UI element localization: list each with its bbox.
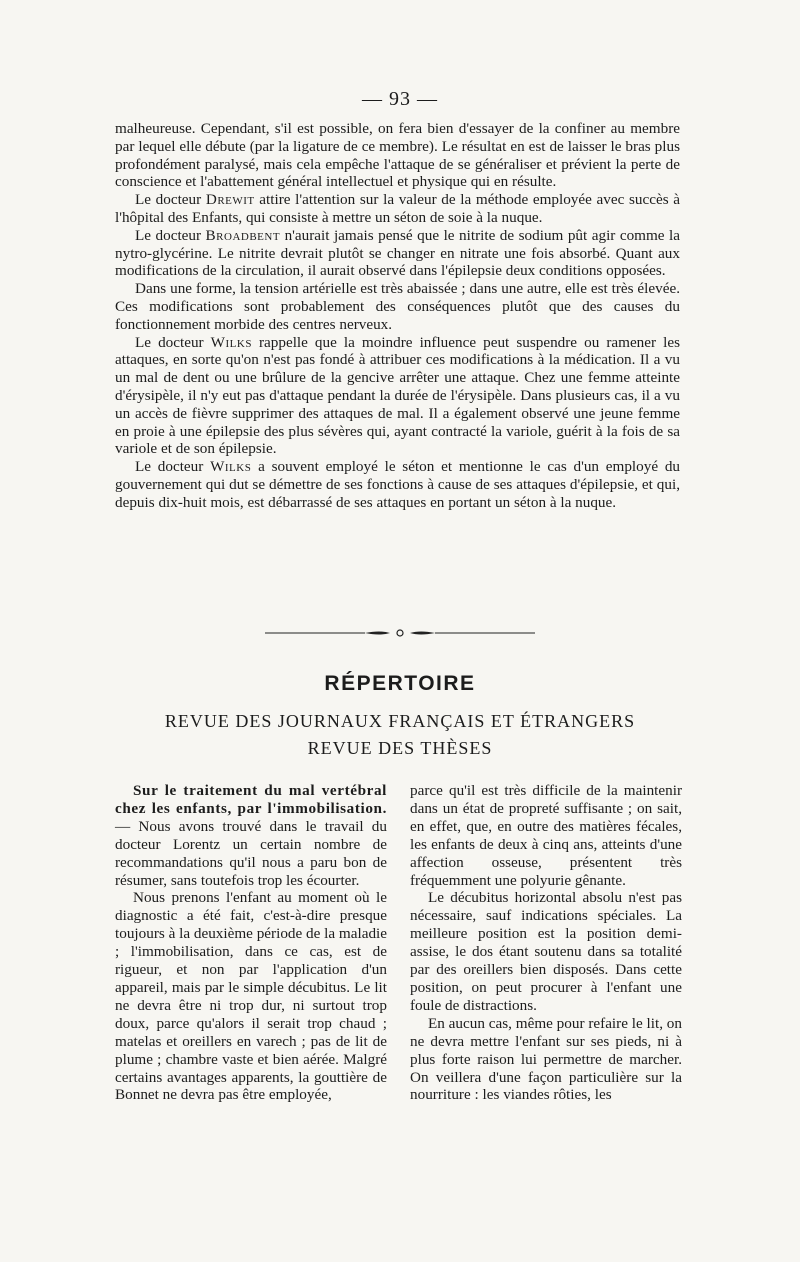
subtitle-theses: REVUE DES THÈSES bbox=[307, 738, 493, 758]
right-column bbox=[410, 782, 682, 1104]
section-divider bbox=[265, 628, 535, 638]
paragraph-text: a souvent employé le séton et mentionne le cas d'un employé du gouvernement qui dut se démettre de ses fonctions à cause de ses attaques d'épilepsie, et qui, depuis dix-huit mois, est débarrassé de ses attaques en portant un séton à la nuque. bbox=[115, 458, 681, 511]
paragraph bbox=[115, 120, 680, 191]
paragraph-text: rappelle que la moindre influence peut suspendre ou ramener les attaques, en sorte qu'on n'est pas fondé à attribuer ces modifications à la médication. Il a vu un mal de dent ou une brûlure de la gencive arrêter une attaque. Chez une femme atteinte d'érysipèle, il n'y eut pas d'attaque pendant la durée de l'érysipèle. Dans plusieurs cas, il a vu un accès de fièvre supprimer des attaques de mal. Il a également observé une jeune femme en proie à une épilepsie des plus sévères qui, ayant contracté la variole, guérit à la fois de sa variole et de son épilepsie. bbox=[115, 333, 680, 458]
page-number: — 93 — bbox=[362, 88, 438, 110]
paragraph bbox=[410, 889, 682, 1014]
author-name: Wilks bbox=[210, 333, 252, 351]
paragraph-text: n'aurait jamais pensé que le nitrite de sodium pût agir comme la nytro-glycérine. Le nitrite devrait plutôt se changer en nitrate une fois absorbé. Quant aux modifications de la circulation, il aurait observé dans l'épilepsie deux conditions opposées. bbox=[115, 226, 680, 280]
paragraph-text: Le docteur bbox=[135, 191, 206, 209]
paragraph-text: Dans une forme, la tension artérielle est très abaissée ; dans une autre, elle est très élevée. Ces modifications sont probablement des conséquences plutôt que des causes du fonctionnement morbide des centres nerveux. bbox=[115, 280, 680, 333]
repertoire-title: RÉPERTOIRE bbox=[324, 672, 476, 695]
paragraph-text: Le docteur bbox=[135, 226, 206, 244]
paragraph-text: malheureuse. Cependant, s'il est possible, on fera bien d'essayer de la confiner au membre par lequel elle débute (par la ligature de ce membre). Le résultat en est de laisser le bras plus profondément paralysé, mais cela empêche l'attaque de se généraliser et prévient la perte de conscience et l'abattement général intellectuel et physique qui en résulte. bbox=[115, 120, 680, 191]
author-name: Wilks bbox=[210, 458, 252, 476]
author-name: Broadbent bbox=[205, 226, 281, 244]
paragraph bbox=[115, 334, 680, 459]
paragraph bbox=[115, 889, 387, 1104]
paragraph-text: Nous prenons l'enfant au moment où le diagnostic a été fait, c'est-à-dire presque toujours à la deuxième période de la maladie ; l'immobilisation, dans ce cas, est de rigueur, et non par l'application d'un appareil, mais par le simple décubitus. Le lit ne devra être ni trop dur, ni surtout trop doux, parce qu'alors il serait trop chaud ; matelas et oreillers en varech ; pas de lit de plume ; chambre vaste et bien aérée. Malgré certains avantages apparents, la gouttière de Bonnet ne devra pas être employée, bbox=[115, 889, 388, 1104]
paragraph bbox=[115, 280, 680, 333]
paragraph bbox=[115, 458, 680, 511]
paragraph-text: Le docteur bbox=[135, 333, 211, 351]
paragraph bbox=[410, 782, 682, 889]
left-column bbox=[115, 782, 387, 1104]
paragraph-text: En aucun cas, même pour refaire le lit, on ne devra mettre l'enfant sur ses pieds, ni à plus forte raison lui permettre de marcher. On veillera d'une façon particulière sur la nourriture : les viandes rôties, les bbox=[410, 1014, 682, 1104]
paragraph bbox=[410, 1015, 682, 1105]
paragraph-text: Le docteur bbox=[135, 458, 211, 476]
paragraph bbox=[115, 191, 680, 227]
paragraph-text: parce qu'il est très difficile de la maintenir dans un état de propreté suffisante ; on sait, en effet, que, en outre des matières fécales, les enfants de deux à cinq ans, atteints d'une affection osseuse, présentent très fréquemment une polyurie gênante. bbox=[410, 782, 682, 889]
paragraph bbox=[115, 227, 680, 280]
paragraph-text: — Nous avons trouvé dans le travail du docteur Lorentz un certain nombre de recommandations qu'il nous a paru bon de résumer, sans toutefois trop les écourter. bbox=[115, 817, 387, 889]
paragraph-text: attire l'attention sur la valeur de la méthode employée avec succès à l'hôpital des Enfants, qui consiste à mettre un séton de soie à la nuque. bbox=[115, 191, 680, 226]
top-text-block bbox=[115, 120, 680, 512]
paragraph-text: Le décubitus horizontal absolu n'est pas nécessaire, sauf indications spéciales. La meilleure position est la position demi-assise, le dos étant soutenu dans sa totalité par des oreillers bien disposés. Dans cette position, on peut procurer à l'enfant une foule de distractions. bbox=[410, 889, 682, 1014]
subtitle-journaux: REVUE DES JOURNAUX FRANÇAIS ET ÉTRANGERS bbox=[164, 711, 636, 731]
article-title: Sur le traitement du mal vertébral chez les enfants, par l'immobilisation. bbox=[115, 782, 387, 817]
author-name: Drewit bbox=[205, 191, 255, 209]
paragraph bbox=[115, 782, 387, 889]
